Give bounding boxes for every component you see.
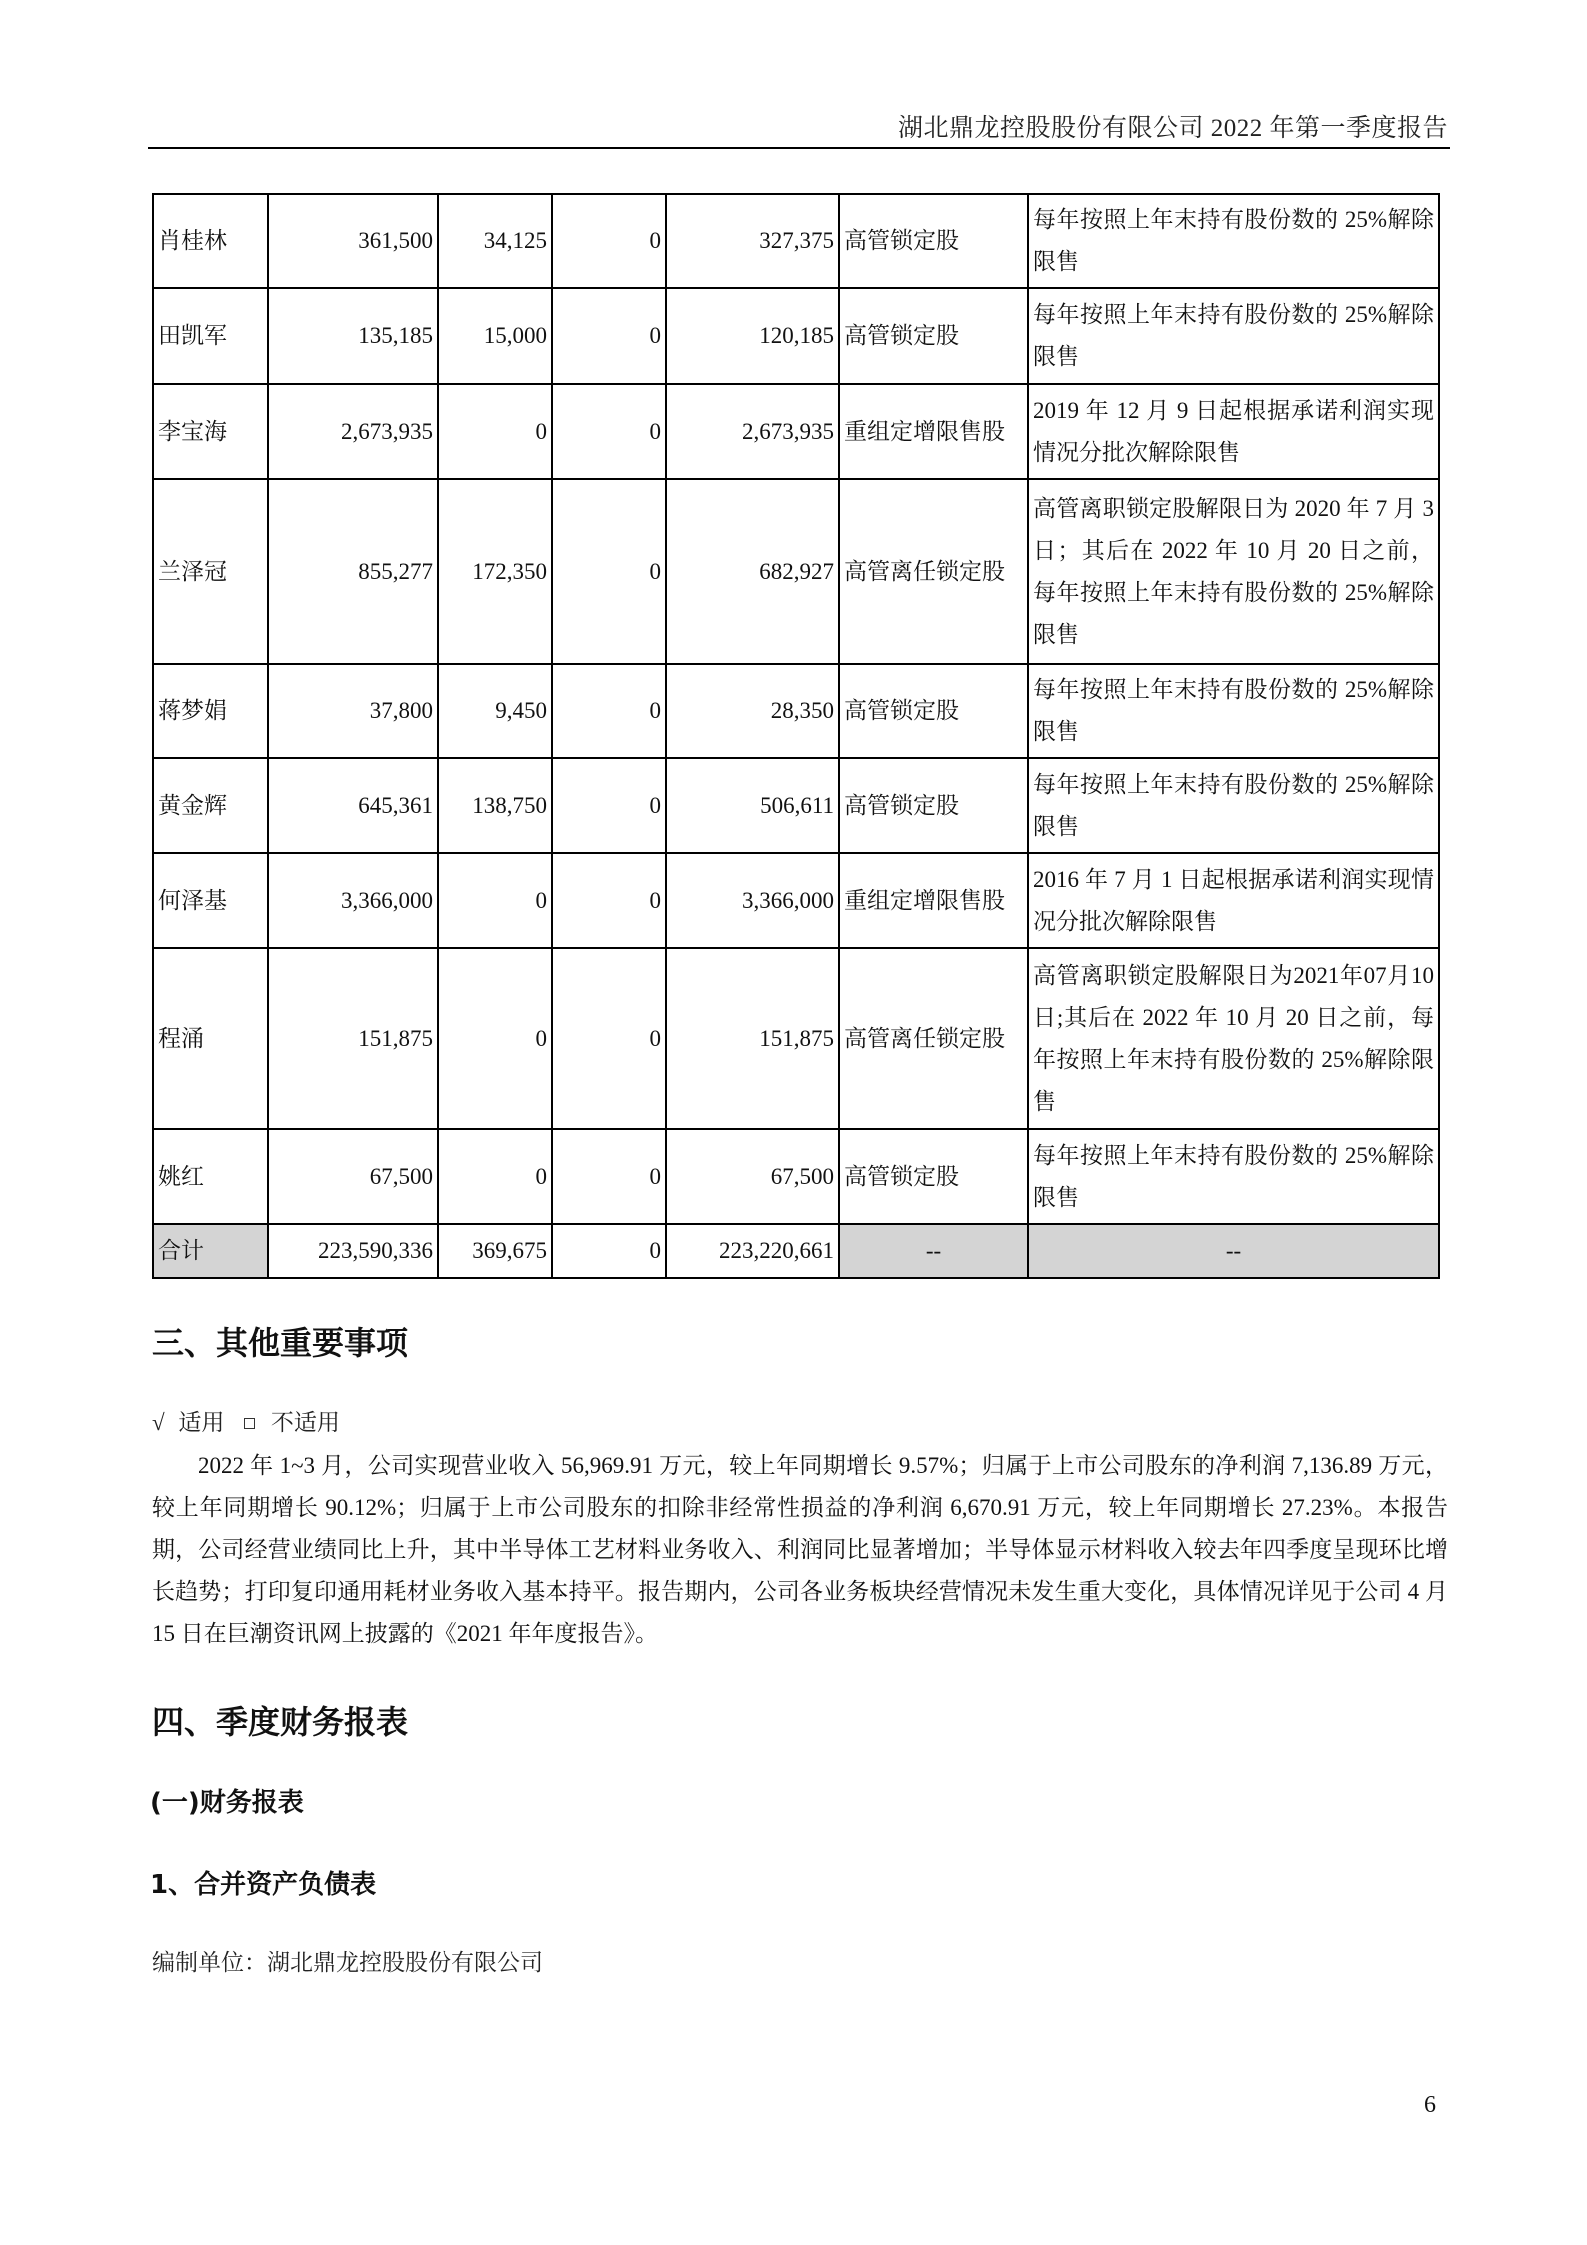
release-date: 每年按照上年末持有股份数的 25%解除限售 xyxy=(1028,288,1439,384)
added-this-period: 0 xyxy=(552,194,666,288)
restriction-reason: 高管锁定股 xyxy=(839,1129,1028,1224)
shareholder-name: 姚红 xyxy=(153,1129,268,1224)
closing-restricted: 506,611 xyxy=(666,758,839,853)
opening-restricted: 135,185 xyxy=(268,288,438,384)
closing-restricted: 120,185 xyxy=(666,288,839,384)
shareholder-name: 李宝海 xyxy=(153,384,268,479)
added-this-period: 0 xyxy=(552,1129,666,1224)
table-row xyxy=(153,853,1439,948)
empty-checkbox-icon xyxy=(244,1418,255,1429)
total-closing: 223,220,661 xyxy=(666,1224,839,1278)
added-this-period: 0 xyxy=(552,384,666,479)
added-this-period: 0 xyxy=(552,758,666,853)
shareholder-name: 黄金辉 xyxy=(153,758,268,853)
released-this-period: 0 xyxy=(438,853,552,948)
opening-restricted: 645,361 xyxy=(268,758,438,853)
release-date: 每年按照上年末持有股份数的 25%解除限售 xyxy=(1028,194,1439,288)
restriction-reason: 重组定增限售股 xyxy=(839,384,1028,479)
subheading-financial-statements: (一)财务报表 xyxy=(150,1788,304,1818)
applicability-selector xyxy=(152,1404,340,1437)
restriction-reason: 高管锁定股 xyxy=(839,758,1028,853)
closing-restricted: 151,875 xyxy=(666,948,839,1129)
opening-restricted: 361,500 xyxy=(268,194,438,288)
release-date: 2016 年 7 月 1 日起根据承诺利润实现情况分批次解除限售 xyxy=(1028,853,1439,948)
closing-restricted: 3,366,000 xyxy=(666,853,839,948)
restriction-reason: 高管锁定股 xyxy=(839,194,1028,288)
released-this-period: 0 xyxy=(438,1129,552,1224)
total-reason: -- xyxy=(839,1224,1028,1278)
section-heading-other-matters: 三、其他重要事项 xyxy=(152,1324,409,1362)
added-this-period: 0 xyxy=(552,853,666,948)
table-row xyxy=(153,664,1439,758)
release-date: 每年按照上年末持有股份数的 25%解除限售 xyxy=(1028,758,1439,853)
released-this-period: 9,450 xyxy=(438,664,552,758)
added-this-period: 0 xyxy=(552,948,666,1129)
closing-restricted: 682,927 xyxy=(666,479,839,664)
table-row xyxy=(153,1129,1439,1224)
opening-restricted: 151,875 xyxy=(268,948,438,1129)
release-date: 高管离职锁定股解限日为 2020 年 7 月 3 日；其后在 2022 年 10 月 20 日之前，每年按照上年末持有股份数的 25%解除限售 xyxy=(1028,479,1439,664)
prepared-by-line: 编制单位：湖北鼎龙控股股份有限公司 xyxy=(152,1950,543,1975)
subheading-balance-sheet: 1、合并资产负债表 xyxy=(150,1870,377,1900)
released-this-period: 15,000 xyxy=(438,288,552,384)
opening-restricted: 37,800 xyxy=(268,664,438,758)
table-row xyxy=(153,384,1439,479)
shareholder-name: 肖桂林 xyxy=(153,194,268,288)
opening-restricted: 3,366,000 xyxy=(268,853,438,948)
opening-restricted: 2,673,935 xyxy=(268,384,438,479)
released-this-period: 34,125 xyxy=(438,194,552,288)
closing-restricted: 28,350 xyxy=(666,664,839,758)
added-this-period: 0 xyxy=(552,288,666,384)
total-released: 369,675 xyxy=(438,1224,552,1278)
opening-restricted: 67,500 xyxy=(268,1129,438,1224)
shareholder-name: 田凯军 xyxy=(153,288,268,384)
restricted-shares-table xyxy=(152,193,1440,1279)
applicable-label: 适用 xyxy=(178,1410,225,1435)
report-header-title: 湖北鼎龙控股股份有限公司 2022 年第一季度报告 xyxy=(897,115,1448,142)
restriction-reason: 高管离任锁定股 xyxy=(839,479,1028,664)
other-matters-paragraph: 2022 年 1~3 月，公司实现营业收入 56,969.91 万元，较上年同期增长 9.57%；归属于上市公司股东的净利润 7,136.89 万元，较上年同期增长 90.12%；归属于上市公司股东的扣除非经常性损益的净利润 6,670.91 万元，较上年同期增长 27.23%。本报告期，公司经营业绩同比上升，其中半导体工艺材料业务收入、利润同比显著增加；半导体显示材料收入较去年四季度呈现环比增长趋势；打印复印通用耗材业务收入基本持平。报告期内，公司各业务板块经营情况未发生重大变化，具体情况详见于公司 4 月 15 日在巨潮资讯网上披露的《2021 年年度报告》。 xyxy=(152,1453,1448,1646)
checkmark-icon: √ xyxy=(152,1410,165,1435)
total-added: 0 xyxy=(552,1224,666,1278)
release-date: 每年按照上年末持有股份数的 25%解除限售 xyxy=(1028,664,1439,758)
shareholder-name: 蒋梦娟 xyxy=(153,664,268,758)
released-this-period: 172,350 xyxy=(438,479,552,664)
total-release-date: -- xyxy=(1028,1224,1439,1278)
release-date: 每年按照上年末持有股份数的 25%解除限售 xyxy=(1028,1129,1439,1224)
shareholder-name: 程涌 xyxy=(153,948,268,1129)
not-applicable-label: 不适用 xyxy=(270,1410,340,1435)
total-opening: 223,590,336 xyxy=(268,1224,438,1278)
closing-restricted: 327,375 xyxy=(666,194,839,288)
release-date: 高管离职锁定股解限日为2021年07月10日;其后在 2022 年 10 月 20 日之前，每年按照上年末持有股份数的 25%解除限售 xyxy=(1028,948,1439,1129)
header-divider xyxy=(148,147,1450,149)
restriction-reason: 高管离任锁定股 xyxy=(839,948,1028,1129)
total-label: 合计 xyxy=(153,1224,268,1278)
released-this-period: 138,750 xyxy=(438,758,552,853)
section-heading-quarterly-financials: 四、季度财务报表 xyxy=(152,1703,409,1741)
table-row xyxy=(153,758,1439,853)
released-this-period: 0 xyxy=(438,384,552,479)
table-row xyxy=(153,194,1439,288)
opening-restricted: 855,277 xyxy=(268,479,438,664)
shareholder-name: 何泽基 xyxy=(153,853,268,948)
closing-restricted: 67,500 xyxy=(666,1129,839,1224)
shareholder-name: 兰泽冠 xyxy=(153,479,268,664)
restriction-reason: 重组定增限售股 xyxy=(839,853,1028,948)
table-row xyxy=(153,288,1439,384)
added-this-period: 0 xyxy=(552,664,666,758)
restriction-reason: 高管锁定股 xyxy=(839,288,1028,384)
restriction-reason: 高管锁定股 xyxy=(839,664,1028,758)
closing-restricted: 2,673,935 xyxy=(666,384,839,479)
release-date: 2019 年 12 月 9 日起根据承诺利润实现情况分批次解除限售 xyxy=(1028,384,1439,479)
page-number: 6 xyxy=(1424,2092,1436,2118)
added-this-period: 0 xyxy=(552,479,666,664)
table-row xyxy=(153,479,1439,664)
table-total-row xyxy=(153,1224,1439,1278)
table-row xyxy=(153,948,1439,1129)
released-this-period: 0 xyxy=(438,948,552,1129)
